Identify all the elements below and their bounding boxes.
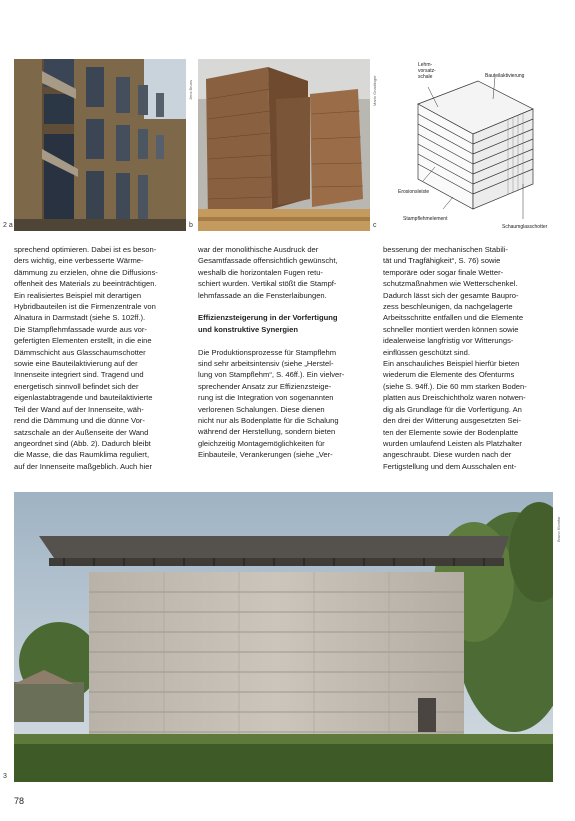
figure-3-building-photo: [14, 492, 553, 782]
col2-line: lehmfassade an die Fensterlaibungen.: [198, 290, 327, 300]
col3-line: Arbeitsschritte entfallen und die Elemente: [383, 313, 524, 323]
col3-line: einflüssen geschützt sind.: [383, 347, 470, 357]
col1-line: energetisch sinnvoll befindet sich der: [14, 381, 139, 391]
col1-line: eigenlastabtragende und bauteilaktivierte: [14, 393, 153, 403]
col3-line: angeschraubt. Diese wurden nach der: [383, 450, 512, 460]
section-heading-line: und konstruktive Synergien: [198, 324, 299, 334]
col2-line: Einbauteile, Verankerungen (siehe „Ver-: [198, 450, 333, 460]
col1-line: satzschale an der Außenseite der Wand: [14, 427, 149, 437]
col2-line: nicht nur als Bodenplatte für die Schalung: [198, 416, 339, 426]
col3-line: idealerweise langfristig vor Witterungs-: [383, 336, 514, 346]
col1-line: Dämmschicht aus Glasschaumschotter: [14, 347, 146, 357]
facade-illustration: [14, 59, 186, 231]
photo-credit-2a: Jens Bruns: [188, 79, 193, 100]
col1-line: die Masse, die das Raumklima reguliert,: [14, 450, 150, 460]
diagram-label-erosionsleiste: Erosionsleiste: [398, 189, 430, 195]
col2-line: Die Produktionsprozesse für Stampflehm: [198, 347, 337, 357]
col3-line: ten der Elemente sowie der Bodenplatte: [383, 427, 519, 437]
diagram-label-vorsatzschale: Lehm- vorsatz- schale: [418, 62, 436, 80]
col3-line: schneller montiert werden können sowie: [383, 324, 519, 334]
col2-line: sind sehr arbeitsintensiv (siehe „Herstel-: [198, 359, 334, 369]
col1-line: gefertigten Elementen erstellt, in die eine: [14, 336, 152, 346]
text-column-2: [198, 244, 370, 461]
col2-line: weshalb die horizontalen Fugen retu-: [198, 267, 323, 277]
col2-line: während der Herstellung, sondern bieten: [198, 427, 336, 437]
col3-line: Fertigstellung und dem Ausschalen ent-: [383, 461, 517, 471]
col1-line: dämmung zu erzielen, ohne die Diffusions-: [14, 267, 158, 277]
page-number: 78: [14, 796, 25, 806]
text-column-3: [383, 244, 561, 472]
col3-line: (siehe S. 94ff.). Die 60 mm starken Boden-: [383, 381, 527, 391]
col3-line: Dadurch lässt sich der gesamte Baupro-: [383, 290, 519, 300]
diagram-label-bauteilaktivierung: Bauteilaktivierung: [485, 73, 525, 79]
figure-number-2c: c: [373, 222, 377, 229]
col3-line: besserung der mechanischen Stabili-: [383, 245, 508, 254]
col2-line: gleichzeitig Montagemöglichkeiten für: [198, 438, 325, 448]
col1-line: offenheit des Materials zu beeinträchtigen.: [14, 279, 157, 289]
col2-line: verlorenen Schalungen. Diese dienen: [198, 404, 325, 414]
col3-line: zess beschleunigen, da nachgelagerte: [383, 302, 513, 312]
col3-line: temporäre oder sogar finale Wetter-: [383, 267, 504, 277]
figure-2b-rammed-earth-photo: [198, 59, 370, 231]
figure-2c-wall-diagram: [383, 59, 561, 231]
diagram-label-stampflehmelement: Stampflehmelement: [403, 216, 448, 222]
col2-line: Gesamtfassade offensichtlich gewünscht,: [198, 256, 338, 266]
col3-line: platten aus Dreischichtholz waren notwen-: [383, 393, 526, 403]
rammed-earth-illustration: [198, 59, 370, 231]
col3-line: Ein anschauliches Beispiel hierfür bieten: [383, 359, 520, 369]
col1-line: sprechend optimieren. Dabei ist es beson-: [14, 245, 157, 254]
figure-number-3: 3: [3, 773, 7, 780]
col3-line: tät und Tragfähigkeit“, S. 76) sowie: [383, 256, 501, 266]
figure-2a-facade-photo: [14, 59, 186, 231]
col2-line: war der monolithische Ausdruck der: [198, 245, 319, 254]
col1-line: rend die Dämmung und die dünne Vor-: [14, 416, 145, 426]
col1-line: Alnatura in Darmstadt (siehe S. 102ff.).: [14, 313, 146, 323]
col1-line: Teil der Wand auf der Innenseite, wäh-: [14, 404, 144, 414]
figure-number-2a: 2 a: [3, 222, 13, 229]
col1-line: angeordnet sind (Abb. 2). Dadurch bleibt: [14, 438, 151, 448]
col2-line: rung ist die Integration von sogenannten: [198, 393, 334, 403]
col3-line: wurden umlaufend Leisten als Platzhalter: [383, 438, 522, 448]
text-column-1: [14, 244, 186, 472]
photo-credit-3: Bruno Klomfar: [556, 516, 561, 542]
col1-line: sowie eine Bauteilaktivierung auf der: [14, 359, 138, 369]
diagram-label-schaumglasschotter: Schaumglasschotter: [502, 224, 548, 230]
col1-line: ders wichtig, eine verbesserte Wärme-: [14, 256, 144, 266]
col2-line: schiert wurden. Vertikal stößt die Stampf-: [198, 279, 337, 289]
section-heading-line: Effizienzsteigerung in der Vorfertigung: [198, 313, 338, 323]
figure-number-2b: b: [189, 222, 193, 229]
col2-line: sprechender Ansatz zur Effizienzsteige-: [198, 381, 332, 391]
building-illustration: [14, 492, 553, 782]
col3-line: den drei der Witterung ausgesetzten Sei-: [383, 416, 522, 426]
col3-line: wiederum die Elemente des Ofenturms: [383, 370, 515, 380]
col3-line: dig als Grundlage für die Vorfertigung. An: [383, 404, 522, 414]
col2-line: lung von Stampflehm“, S. 46ff.). Ein vielver-: [198, 370, 345, 380]
col1-line: auf der Innenseite maßgeblich. Auch hier: [14, 461, 153, 471]
col1-line: Innenseite integriert sind. Tragend und: [14, 370, 144, 380]
photo-credit-2b: Mario Gnadlinger: [372, 75, 377, 106]
col1-line: Ein realisiertes Beispiel mit derartigen: [14, 290, 142, 300]
col1-line: Hybridbauteilen ist die Firmenzentrale von: [14, 302, 156, 312]
col1-line: Die Stampflehmfassade wurde aus vor-: [14, 324, 147, 334]
col3-line: schutzmaßnahmen wie Wetterschenkel.: [383, 279, 518, 289]
wall-layer-drawing: [383, 59, 561, 231]
